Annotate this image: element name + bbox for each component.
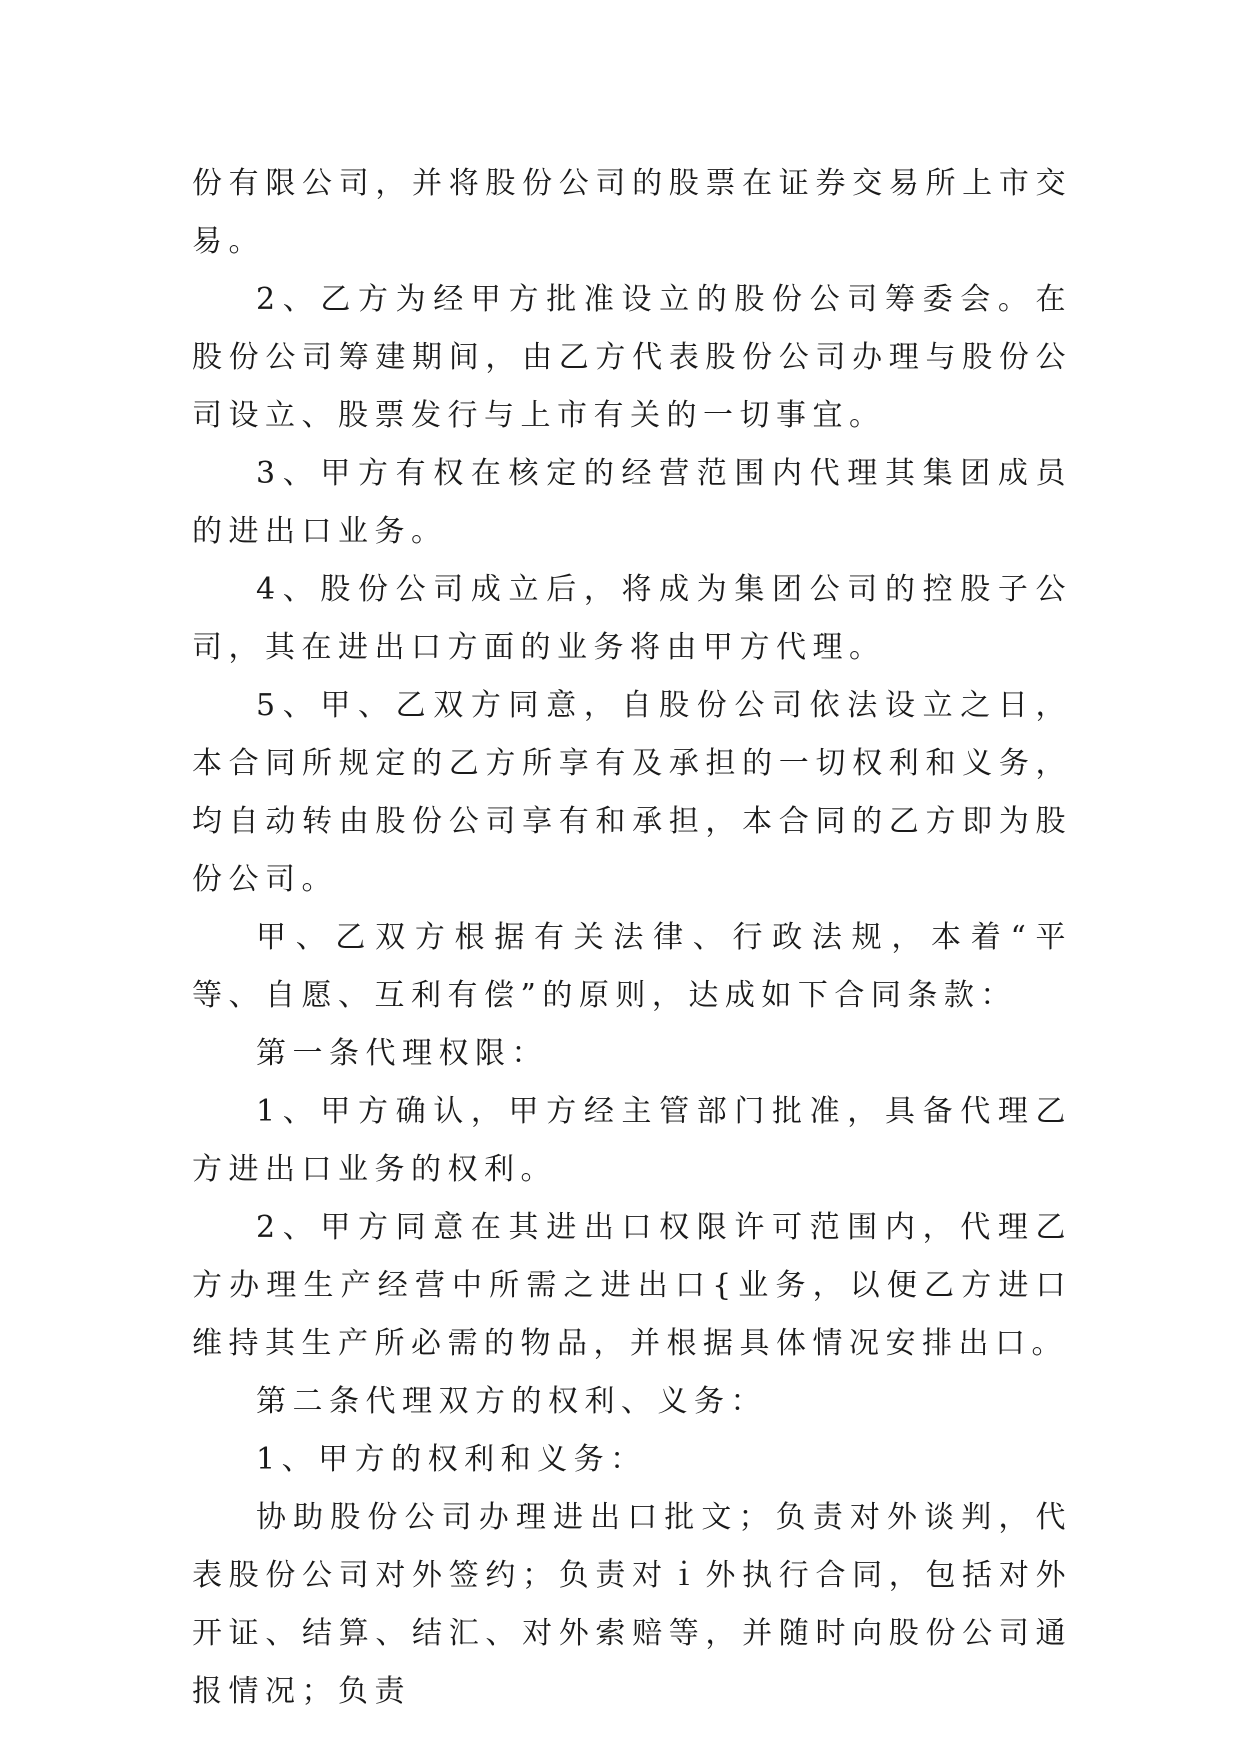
- paragraph-11: 1、甲方的权利和义务：: [256, 1442, 647, 1477]
- paragraph-9: 2、甲方同意在其进出口权限许可范围内，代理乙方办理生产经营中所需之进出口{业务，以便乙方进口维持其生产所必需的物品，并根据具体情况安排出口。: [192, 1210, 1072, 1361]
- paragraph-8: 1、甲方确认，甲方经主管部门批准，具备代理乙方进出口业务的权利。: [192, 1094, 1072, 1187]
- paragraph-4: 4、股份公司成立后，将成为集团公司的控股子公司，其在进出口方面的业务将由甲方代理。: [192, 572, 1072, 665]
- paragraph-5: 5、甲、乙双方同意，自股份公司依法设立之日，本合同所规定的乙方所享有及承担的一切权利和义务，均自动转由股份公司享有和承担，本合同的乙方即为股份公司。: [192, 688, 1072, 897]
- paragraph-2: 2、乙方为经甲方批准设立的股份公司筹委会。在股份公司筹建期间，由乙方代表股份公司办理与股份公司设立、股票发行与上市有关的一切事宜。: [192, 282, 1072, 433]
- paragraph-3: 3、甲方有权在核定的经营范围内代理其集团成员的进出口业务。: [192, 456, 1072, 549]
- article-2-heading: 第二条代理双方的权利、义务：: [256, 1384, 767, 1419]
- paragraph-1: 份有限公司，并将股份公司的股票在证券交易所上市交易。: [192, 166, 1072, 259]
- paragraph-6: 甲、乙双方根据有关法律、行政法规，本着“平等、自愿、互利有偿”的原则，达成如下合同条款：: [192, 920, 1072, 1013]
- article-1-heading: 第一条代理权限：: [256, 1036, 548, 1071]
- document-body: [192, 155, 1072, 1721]
- paragraph-12: 协助股份公司办理进出口批文；负责对外谈判，代表股份公司对外签约；负责对ｉ外执行合同，包括对外开证、结算、结汇、对外索赔等，并随时向股份公司通报情况；负责: [192, 1500, 1072, 1709]
